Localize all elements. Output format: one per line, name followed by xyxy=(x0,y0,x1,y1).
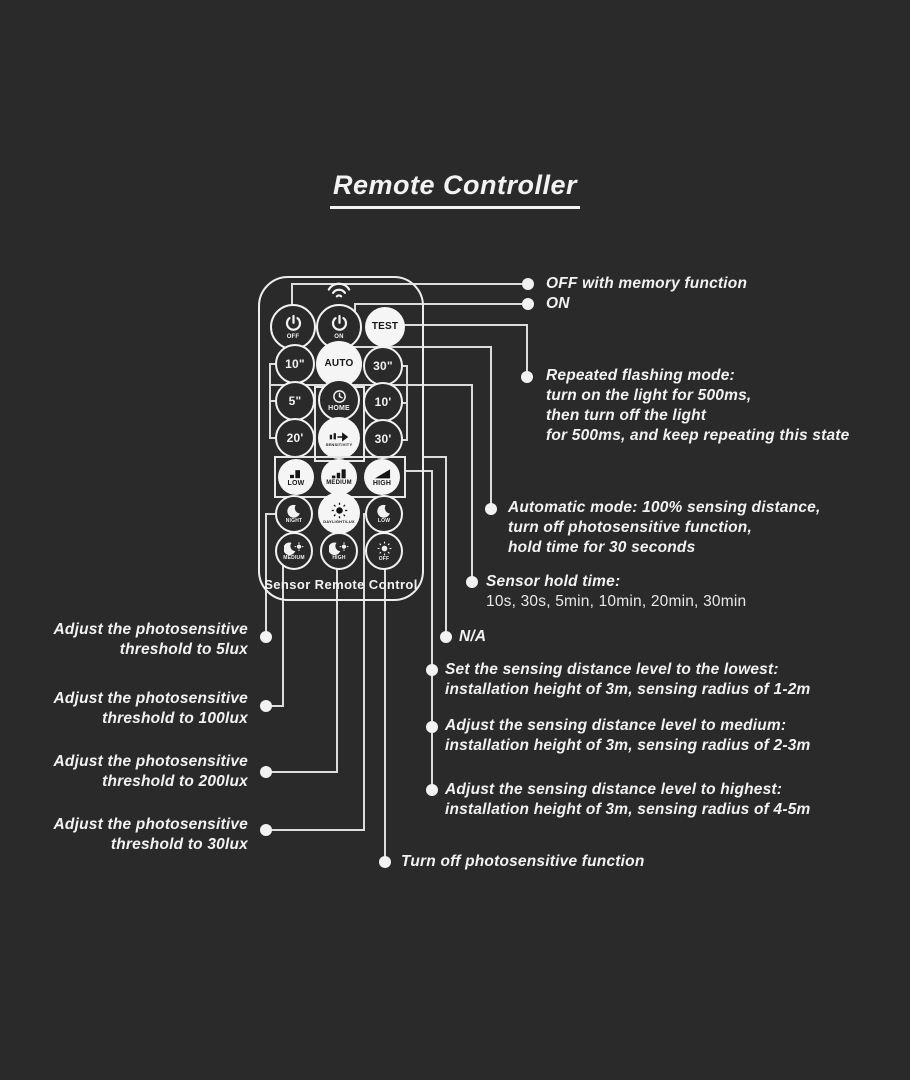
button-label: 5" xyxy=(288,394,302,408)
button-label: 30" xyxy=(373,359,393,373)
button-label: MEDIUM xyxy=(326,480,352,486)
clock-icon xyxy=(332,389,347,404)
button-label: 10" xyxy=(285,357,305,371)
annotation-threshold-5lux: Adjust the photosensitive threshold to 5lux xyxy=(53,621,248,658)
timer-30m-button[interactable] xyxy=(363,419,403,459)
connector-line xyxy=(490,346,492,509)
wifi-icon xyxy=(322,281,356,298)
bullet-point xyxy=(485,503,497,515)
annotation-on: ON xyxy=(546,295,570,312)
sun-icon xyxy=(377,541,392,556)
sensitivity-button[interactable] xyxy=(318,417,360,459)
signal-medium-icon xyxy=(331,468,348,479)
annotation-distance-highest: Adjust the sensing distance level to highest: installation height of 3m, sensing radius of 4-5m xyxy=(445,781,811,818)
home-button[interactable] xyxy=(318,379,360,421)
connector-line xyxy=(431,470,433,790)
annotation-distance-medium: Adjust the sensing distance level to medium: installation height of 3m, sensing radius of 2-3m xyxy=(445,717,811,754)
night-button[interactable] xyxy=(275,495,313,533)
connector-line xyxy=(526,324,528,376)
moon-icon xyxy=(287,504,301,518)
sensitivity-arrow-icon xyxy=(329,429,349,442)
button-label: MEDIUM xyxy=(283,554,305,561)
page-title: Remote Controller xyxy=(0,170,910,209)
button-label: 10' xyxy=(374,395,392,409)
annotation-turn-off-photosensitive: Turn off photosensitive function xyxy=(401,853,645,870)
connector-line xyxy=(384,568,386,862)
bullet-point xyxy=(426,721,438,733)
annotation-off-memory: OFF with memory function xyxy=(546,275,748,292)
button-label: 20' xyxy=(286,431,304,445)
lux-high-button[interactable] xyxy=(320,532,358,570)
button-label: LOW xyxy=(377,518,391,524)
power-icon xyxy=(330,314,349,333)
button-label: HOME xyxy=(328,404,350,412)
timer-10m-button[interactable] xyxy=(363,382,403,422)
bullet-point xyxy=(440,631,452,643)
button-label: LOW xyxy=(287,479,305,487)
bullet-point xyxy=(522,278,534,290)
remote-title: Sensor Remote Control xyxy=(264,577,418,592)
moon-sun-icon xyxy=(284,542,304,555)
lux-low-button[interactable] xyxy=(365,495,403,533)
annotation-sensor-hold-time: Sensor hold time: 10s, 30s, 5min, 10min, 20min, 30min xyxy=(486,573,747,610)
button-label: OFF xyxy=(378,555,390,562)
button-label: TEST xyxy=(371,321,399,332)
timer-5-button[interactable] xyxy=(275,381,315,421)
annotation-repeated-flashing: Repeated flashing mode: turn on the light for 500ms, then turn off the light for 500ms, and keep repeating this state xyxy=(546,367,850,444)
bullet-point xyxy=(426,784,438,796)
button-label: AUTO xyxy=(324,358,354,369)
signal-low-icon xyxy=(288,468,304,479)
button-label: SENSITIVITY xyxy=(325,442,353,447)
button-label: HIGH xyxy=(332,554,346,561)
moon-icon xyxy=(377,504,391,518)
sun-icon xyxy=(331,502,348,519)
annotation-distance-lowest: Set the sensing distance level to the lowest: installation height of 3m, sensing radius of 1-2m xyxy=(445,661,811,698)
annotation-automatic-mode: Automatic mode: 100% sensing distance, turn off photosensitive function, hold time for 30 seconds xyxy=(508,499,821,556)
connector-line xyxy=(471,384,473,582)
annotation-threshold-30lux: Adjust the photosensitive threshold to 30lux xyxy=(53,816,248,853)
button-label: 30' xyxy=(374,432,392,446)
connector-line xyxy=(266,771,338,773)
bullet-point xyxy=(521,371,533,383)
signal-high-icon xyxy=(374,468,391,479)
distance-medium-button[interactable] xyxy=(321,459,357,495)
moon-sun-icon xyxy=(329,542,349,555)
timer-10s-button[interactable] xyxy=(275,344,315,384)
distance-low-button[interactable] xyxy=(278,459,314,495)
annotation-threshold-100lux: Adjust the photosensitive threshold to 100lux xyxy=(53,690,248,727)
button-label: NIGHT xyxy=(285,518,303,524)
power-icon xyxy=(284,314,303,333)
bullet-point xyxy=(379,856,391,868)
bullet-point xyxy=(522,298,534,310)
button-label: HIGH xyxy=(372,479,392,487)
bullet-point xyxy=(426,664,438,676)
bullet-point xyxy=(260,631,272,643)
button-label: OFF xyxy=(286,334,300,340)
lux-off-button[interactable] xyxy=(365,532,403,570)
connector-line xyxy=(266,829,365,831)
bullet-point xyxy=(466,576,478,588)
annotation-threshold-200lux: Adjust the photosensitive threshold to 200lux xyxy=(53,753,248,790)
timer-20m-button[interactable] xyxy=(275,418,315,458)
lux-medium-button[interactable] xyxy=(275,532,313,570)
bullet-point xyxy=(260,824,272,836)
distance-high-button[interactable] xyxy=(364,459,400,495)
timer-30s-button[interactable] xyxy=(363,346,403,386)
bullet-point xyxy=(260,766,272,778)
button-label: DAYLIGHT/LUX xyxy=(323,519,355,524)
annotation-na: N/A xyxy=(459,628,487,645)
bullet-point xyxy=(260,700,272,712)
test-button[interactable] xyxy=(365,307,405,347)
connector-line xyxy=(445,456,447,636)
daylight-lux-button[interactable] xyxy=(318,492,360,534)
connector-line xyxy=(423,456,446,458)
button-label: ON xyxy=(334,334,344,340)
